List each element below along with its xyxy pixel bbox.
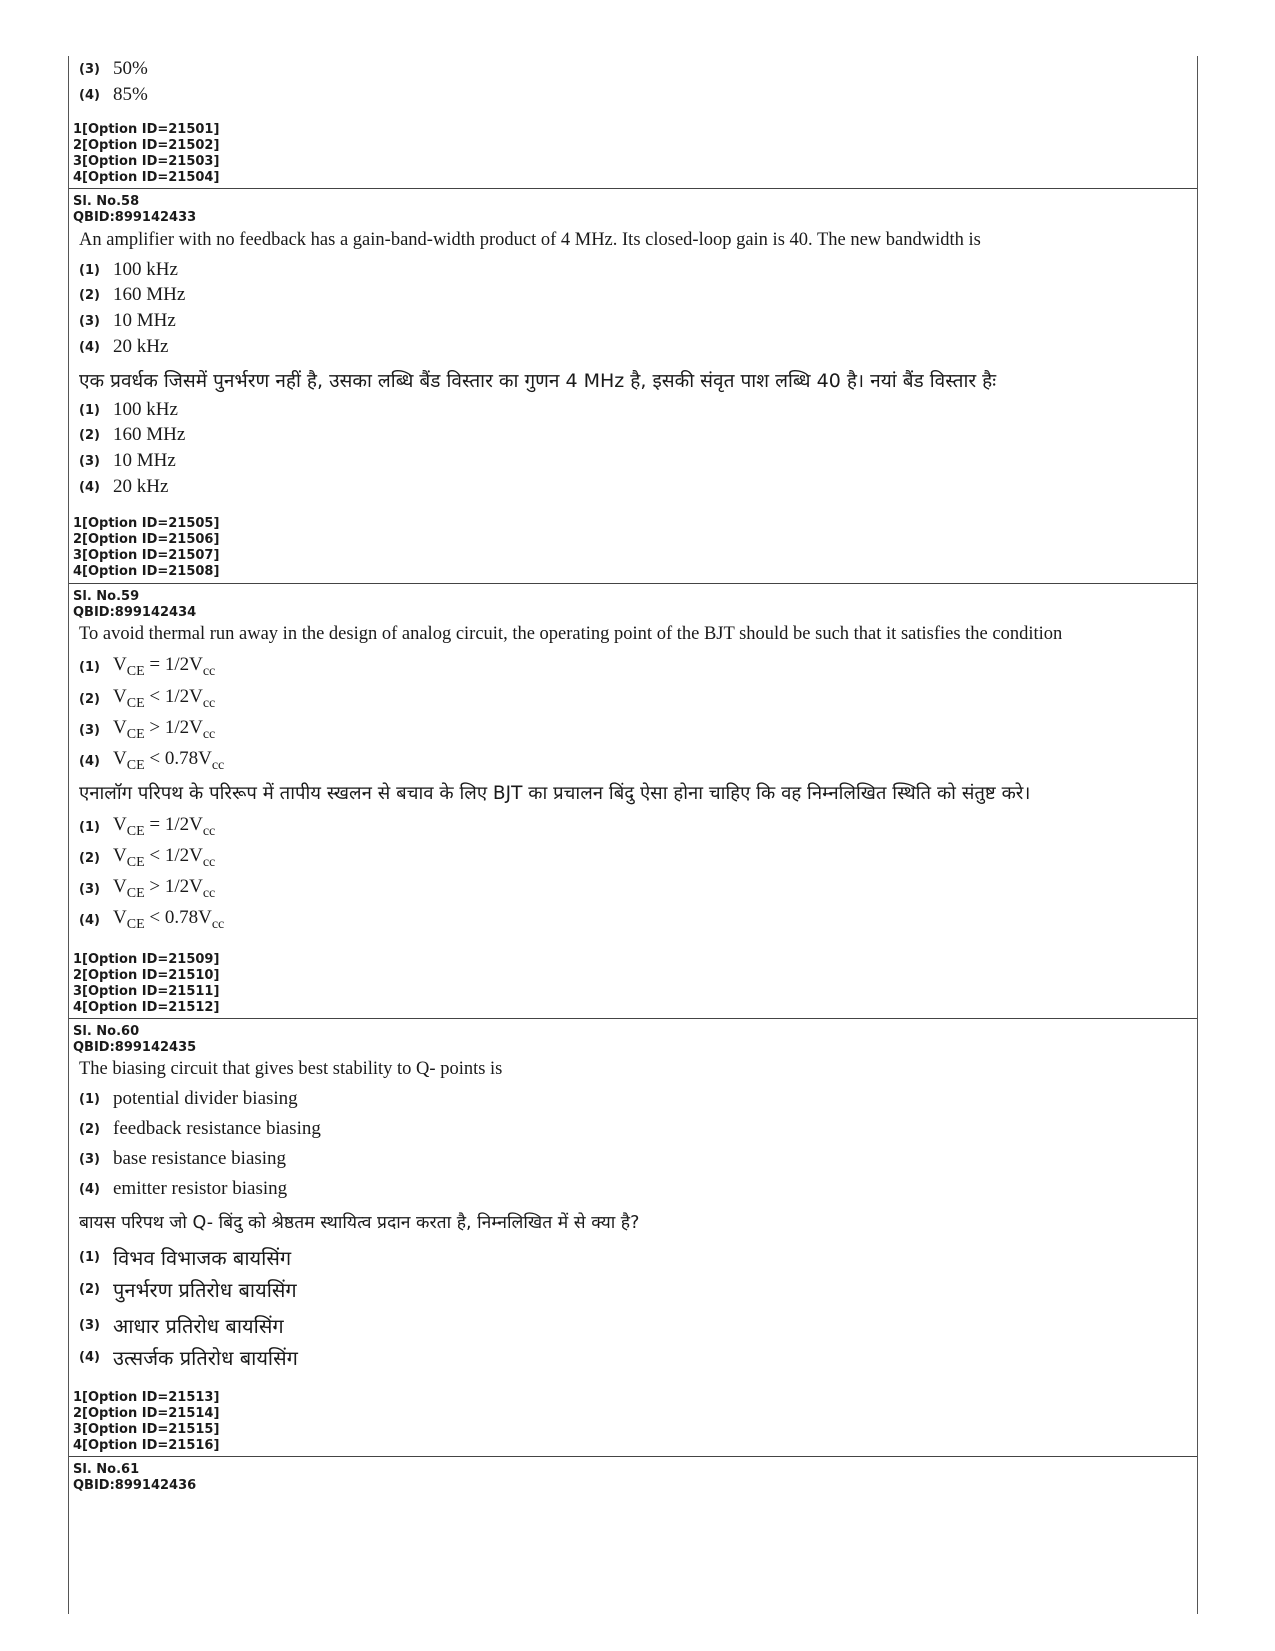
qbid: QBID:899142435 [73,1040,197,1055]
option-number: (2) [79,427,100,443]
option-number: (4) [79,339,100,355]
option-item [79,876,215,902]
option-item [79,686,215,712]
formula-relation: = 1/2V [144,814,203,835]
formula-relation: < 1/2V [144,845,203,866]
formula-var: V [113,686,127,707]
formula-subscript: CE [126,824,145,839]
option-item [79,1344,298,1371]
option-id: 1[Option ID=21501] [73,122,220,137]
option-text: 85% [113,84,148,105]
option-text: विभव विभाजक बायसिंग [113,1246,292,1270]
option-text: 160 MHz [113,424,186,445]
formula-subscript: CE [126,664,145,679]
option-number: (4) [79,1350,100,1365]
option-id: 2[Option ID=21510] [73,968,220,983]
formula-var: V [113,814,127,835]
option-id-list [73,122,219,186]
question-text-en: To avoid thermal run away in the design of analog circuit, the operating point of the BJT should be such that it satisfies the condition [79,624,1063,644]
serial-number: Sl. No.60 [73,1024,140,1039]
question-text-hi: बायस परिपथ जो Q- बिंदु को श्रेष्ठतम स्थायित्व प्रदान करता है, निम्नलिखित में से क्या है? [79,1213,640,1233]
formula-subscript: cc [211,917,225,932]
option-text: feedback resistance biasing [113,1118,321,1139]
option-number: (4) [79,1181,100,1197]
formula-relation: < 1/2V [144,686,203,707]
formula-relation: < 0.78V [144,748,212,769]
option-id: 4[Option ID=21508] [73,564,220,579]
option-id-list [73,952,219,1016]
option-number: (3) [79,1318,100,1333]
formula-var: V [113,748,127,769]
option-text: 100 kHz [113,259,178,280]
formula-subscript: CE [126,886,145,901]
question-text-en: The biasing circuit that gives best stability to Q- points is [79,1059,503,1079]
option-number: (3) [79,61,100,77]
option-text: पुनर्भरण प्रतिरोध बायसिंग [113,1278,297,1302]
question-header [73,1024,196,1056]
option-item [79,476,168,498]
option-item [79,1148,286,1170]
option-text: उत्सर्जक प्रतिरोध बायसिंग [113,1346,298,1370]
option-id: 4[Option ID=21516] [73,1438,220,1453]
formula-relation: > 1/2V [144,876,203,897]
option-number: (2) [79,691,100,707]
formula-subscript: cc [202,664,216,679]
option-item [79,1118,321,1140]
formula-var: V [113,907,127,928]
serial-number: Sl. No.61 [73,1462,140,1477]
option-id: 1[Option ID=21505] [73,516,220,531]
option-item [79,814,215,840]
option-id: 2[Option ID=21506] [73,532,220,547]
option-number: (2) [79,1121,100,1137]
formula-subscript: cc [202,886,216,901]
option-id: 2[Option ID=21514] [73,1406,220,1421]
formula-relation: < 0.78V [144,907,212,928]
option-number: (4) [79,912,100,928]
option-text: 20 kHz [113,336,169,357]
option-text: potential divider biasing [113,1088,298,1109]
option-text: base resistance biasing [113,1148,287,1169]
question-text-en: An amplifier with no feedback has a gain-band-width product of 4 MHz. Its closed-loop gain is 40. The new bandwidth is [79,230,981,250]
option-id: 1[Option ID=21509] [73,952,220,967]
formula-relation: > 1/2V [144,717,203,738]
option-item [79,717,215,743]
formula-subscript: CE [126,855,145,870]
option-id: 2[Option ID=21502] [73,138,220,153]
formula-subscript: cc [211,758,225,773]
qbid: QBID:899142434 [73,605,197,620]
option-item [79,84,148,106]
question-header [73,1462,196,1494]
formula-subscript: cc [202,696,216,711]
option-id: 4[Option ID=21512] [73,1000,220,1015]
option-number: (1) [79,659,100,675]
option-number: (1) [79,1091,100,1107]
option-item [79,845,215,871]
formula-var: V [113,845,127,866]
question-sheet [68,56,1198,1614]
option-number: (3) [79,881,100,897]
divider [69,1018,1197,1019]
qbid: QBID:899142436 [73,1478,197,1493]
option-id: 4[Option ID=21504] [73,170,220,185]
option-text: 20 kHz [113,476,169,497]
question-header [73,589,196,621]
formula-subscript: cc [202,855,216,870]
option-number: (4) [79,87,100,103]
option-item [79,654,215,680]
option-number: (3) [79,722,100,738]
serial-number: Sl. No.58 [73,194,140,209]
option-item [79,1312,284,1339]
option-number: (2) [79,287,100,303]
option-number: (4) [79,753,100,769]
question-header [73,194,196,226]
option-id: 1[Option ID=21513] [73,1390,220,1405]
formula-subscript: CE [126,696,145,711]
option-text: 160 MHz [113,284,186,305]
formula-subscript: cc [202,727,216,742]
formula-var: V [113,654,127,675]
option-item [79,1088,298,1110]
option-item [79,58,148,80]
option-number: (1) [79,402,100,418]
option-text: 10 MHz [113,310,176,331]
formula-subscript: CE [126,917,145,932]
option-number: (4) [79,479,100,495]
option-text: emitter resistor biasing [113,1178,288,1199]
option-item [79,259,178,281]
option-number: (1) [79,262,100,278]
divider [69,583,1197,584]
option-number: (1) [79,1250,100,1265]
question-text-hi: एक प्रवर्धक जिसमें पुनर्भरण नहीं है, उसका लब्धि बैंड विस्तार का गुणन 4 MHz है, इसकी संवृत पाश लब्धि 40 है। नयां बैंड विस्तार हैः [79,370,997,392]
option-item [79,424,185,446]
serial-number: Sl. No.59 [73,589,140,604]
option-id: 3[Option ID=21515] [73,1422,220,1437]
option-text: आधार प्रतिरोध बायसिंग [113,1314,284,1338]
option-item [79,310,176,332]
qbid: QBID:899142433 [73,210,197,225]
option-number: (2) [79,850,100,866]
question-text-hi: एनालॉग परिपथ के परिरूप में तापीय स्खलन से बचाव के लिए BJT का प्रचालन बिंदु ऐसा होना चाहिए कि वह निम्नलिखित स्थिति को संतुष्ट करे। [79,783,1031,804]
option-id: 3[Option ID=21507] [73,548,220,563]
divider [69,188,1197,189]
option-number: (3) [79,1151,100,1167]
formula-subscript: cc [202,824,216,839]
option-item [79,748,224,774]
option-item [79,399,178,421]
option-id-list [73,516,219,580]
formula-var: V [113,717,127,738]
formula-var: V [113,876,127,897]
option-id: 3[Option ID=21503] [73,154,220,169]
option-item [79,1178,287,1200]
option-id-list [73,1390,219,1454]
option-id: 3[Option ID=21511] [73,984,220,999]
option-item [79,450,176,472]
option-item [79,284,185,306]
formula-subscript: CE [126,727,145,742]
option-text: 50% [113,58,148,79]
option-number: (3) [79,313,100,329]
option-number: (2) [79,1282,100,1297]
formula-subscript: CE [126,758,145,773]
option-number: (1) [79,819,100,835]
option-item [79,1276,297,1303]
divider [69,1456,1197,1457]
formula-relation: = 1/2V [144,654,203,675]
option-item [79,1244,291,1271]
option-text: 100 kHz [113,399,178,420]
option-text: 10 MHz [113,450,176,471]
option-number: (3) [79,453,100,469]
option-item [79,336,168,358]
option-item [79,907,224,933]
